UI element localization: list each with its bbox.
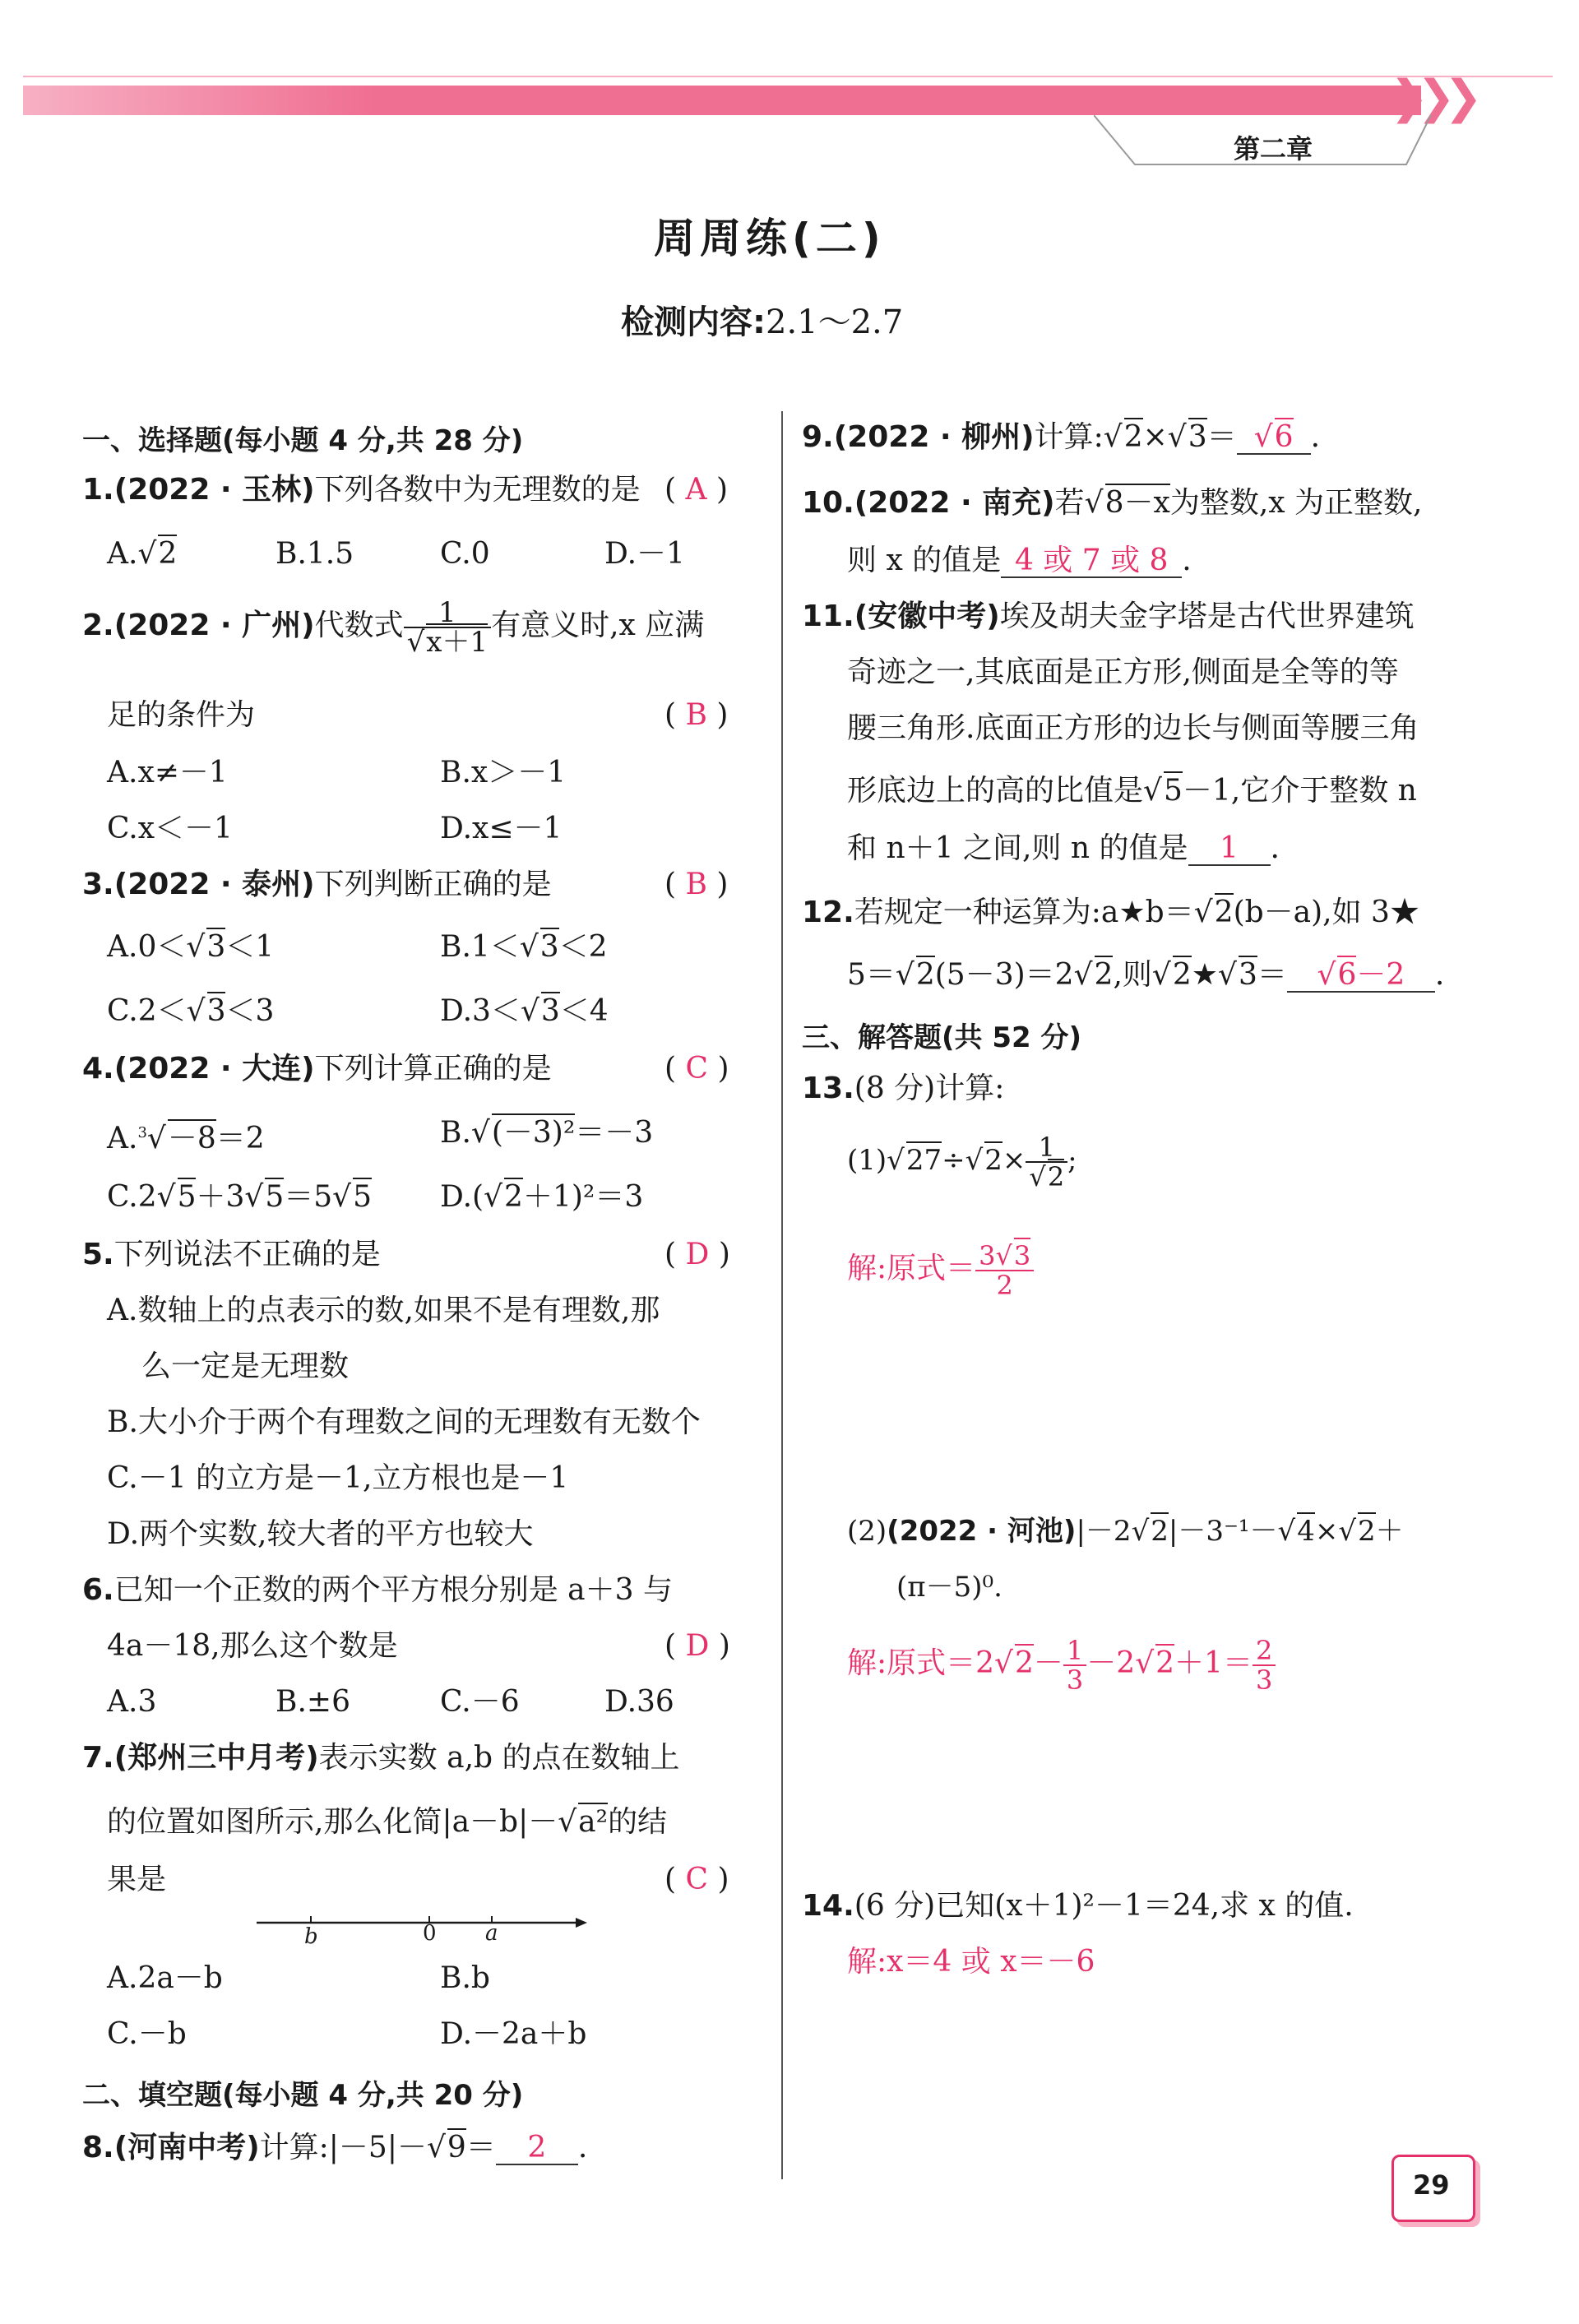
section-2-heading: 二、填空题(每小题 4 分,共 20 分): [82, 2079, 524, 2112]
column-divider: [781, 411, 783, 2179]
q1-option-d: D.－1: [604, 537, 685, 571]
q3-option-a: A.0＜√3＜1: [107, 929, 274, 965]
header-band: [23, 86, 1421, 115]
q2-line2: 足的条件为: [107, 698, 256, 732]
q9-stem: 9.(2022 · 柳州)计算:√2×√3＝ √6 .: [802, 419, 1320, 456]
q4-option-d: D.(√2＋1)²＝3: [440, 1179, 643, 1215]
q11-line5: 和 n＋1 之间,则 n 的值是 1 .: [847, 831, 1280, 865]
q5-answer: ( D ): [664, 1238, 730, 1271]
q4-option-b: B.√(－3)²＝－3: [440, 1115, 653, 1151]
header-line: [23, 76, 1553, 77]
q6-line2: 4a－18,那么这个数是: [107, 1629, 398, 1663]
q6-option-a: A.3: [107, 1685, 157, 1719]
q5-option-c: C.－1 的立方是－1,立方根也是－1: [107, 1461, 569, 1495]
q6-option-c: C.－6: [440, 1685, 520, 1719]
q3-stem: 3.(2022 · 泰州)下列判断正确的是: [82, 868, 552, 901]
q2-answer: ( B ): [664, 698, 729, 732]
q3-option-d: D.3＜√3＜4: [440, 993, 609, 1030]
subtitle-label: 检测内容:: [621, 303, 766, 341]
q5-option-a-line2: 么一定是无理数: [141, 1349, 350, 1383]
q4-stem: 4.(2022 · 大连)下列计算正确的是: [82, 1052, 552, 1086]
q1-option-a: A.√2: [107, 536, 177, 572]
q5-option-a-line1: A.数轴上的点表示的数,如果不是有理数,那: [107, 1294, 660, 1327]
q7-line3: 果是: [107, 1863, 167, 1896]
q2-option-b: B.x＞－1: [440, 756, 567, 789]
q13-solution2: 解:原式＝2√2－ $\frac{1}{3}$ －2√2＋1＝ $\frac{2}{3}$: [847, 1637, 1276, 1694]
q12-line2: 5＝√2(5－3)＝2√2,则√2★√3＝ √6－2 .: [847, 957, 1444, 993]
q1-stem: 1.(2022 · 玉林)下列各数中为无理数的是: [82, 473, 641, 507]
q7-option-c: C.－b: [107, 2017, 187, 2051]
page-title: 周周练(二): [654, 215, 886, 262]
q7-axis-label-a: a: [485, 1921, 498, 1946]
section-1-heading: 一、选择题(每小题 4 分,共 28 分): [82, 424, 524, 457]
q13-part2: (2)(2022 · 河池)|－2√2|－3⁻¹－√4×√2＋: [847, 1513, 1404, 1549]
q13-part2-line2: (π－5)⁰.: [896, 1571, 1003, 1604]
chapter-label: 第二章: [1234, 133, 1313, 164]
q11-line4: 形底边上的高的比值是√5－1,它介于整数 n: [847, 773, 1417, 809]
q4-option-a: A.$^3$√－8＝2: [107, 1115, 265, 1157]
q14-stem: 14.(6 分)已知(x＋1)²－1＝24,求 x 的值.: [802, 1889, 1354, 1923]
q7-option-b: B.b: [440, 1961, 490, 1995]
section-3-heading: 三、解答题(共 52 分): [802, 1021, 1082, 1054]
q11-line2: 奇迹之一,其底面是正方形,侧面是全等的等: [847, 655, 1399, 689]
q7-line2: 的位置如图所示,那么化简|a－b|－√a²的结: [107, 1804, 667, 1840]
q4-answer: ( C ): [664, 1052, 729, 1086]
q7-axis-label-0: 0: [423, 1921, 437, 1946]
q13-solution1: 解:原式＝ $\frac{3√3}{2}$: [847, 1242, 1034, 1299]
q7-axis-label-b: b: [304, 1924, 318, 1949]
q6-answer: ( D ): [664, 1629, 730, 1663]
q13-stem: 13.(8 分)计算:: [802, 1072, 1005, 1105]
q14-solution: 解:x＝4 或 x＝－6: [847, 1945, 1095, 1979]
q7-option-d: D.－2a＋b: [440, 2017, 587, 2051]
q7-number-line: [247, 1908, 592, 1957]
q1-option-c: C.0: [440, 537, 490, 571]
q4-option-c: C.2√5＋3√5＝5√5: [107, 1179, 372, 1215]
page-subtitle: [621, 296, 903, 343]
q10-line1: 10.(2022 · 南充)若√8－x为整数,x 为正整数,: [802, 485, 1422, 521]
q7-option-a: A.2a－b: [107, 1961, 223, 1995]
q7-line1: 7.(郑州三中月考)表示实数 a,b 的点在数轴上: [82, 1741, 680, 1775]
q2-stem: 2.(2022 · 广州)代数式 $\frac{1}{√x+1}$ 有意义时,x 应满: [82, 596, 705, 659]
q2-option-c: C.x＜－1: [107, 812, 233, 845]
q3-option-c: C.2＜√3＜3: [107, 993, 274, 1030]
q2-option-a: A.x≠－1: [107, 756, 228, 789]
q5-stem: 5.下列说法不正确的是: [82, 1238, 381, 1271]
q13-part1: (1)√27÷√2× $\frac{1}{√2}$ ;: [847, 1132, 1077, 1192]
q10-line2: 则 x 的值是 4 或 7 或 8 .: [847, 544, 1192, 577]
q2-option-d: D.x≤－1: [440, 812, 563, 845]
q11-line1: 11.(安徽中考)埃及胡夫金字塔是古代世界建筑: [802, 600, 1415, 633]
page-number: 29: [1413, 2169, 1450, 2201]
q6-line1: 6.已知一个正数的两个平方根分别是 a＋3 与: [82, 1573, 673, 1607]
q6-option-d: D.36: [604, 1685, 674, 1719]
q7-answer: ( C ): [664, 1863, 729, 1896]
q11-line3: 腰三角形.底面正方形的边长与侧面等腰三角: [847, 711, 1419, 745]
chevron-right-icon: ❯❯❯: [1390, 71, 1471, 124]
q5-option-b: B.大小介于两个有理数之间的无理数有无数个: [107, 1405, 701, 1439]
q12-line1: 12.若规定一种运算为:a★b＝√2(b－a),如 3★: [802, 895, 1419, 931]
q1-answer: ( A ): [664, 473, 728, 507]
q5-option-d: D.两个实数,较大者的平方也较大: [107, 1517, 534, 1551]
q3-answer: ( B ): [664, 868, 729, 901]
q1-option-b: B.1.5: [276, 537, 354, 571]
subtitle-range: 2.1～2.7: [766, 303, 904, 341]
q6-option-b: B.±6: [276, 1685, 350, 1719]
q3-option-b: B.1＜√3＜2: [440, 929, 608, 965]
q8-stem: 8.(河南中考)计算:|－5|－√9＝ 2 .: [82, 2130, 587, 2166]
